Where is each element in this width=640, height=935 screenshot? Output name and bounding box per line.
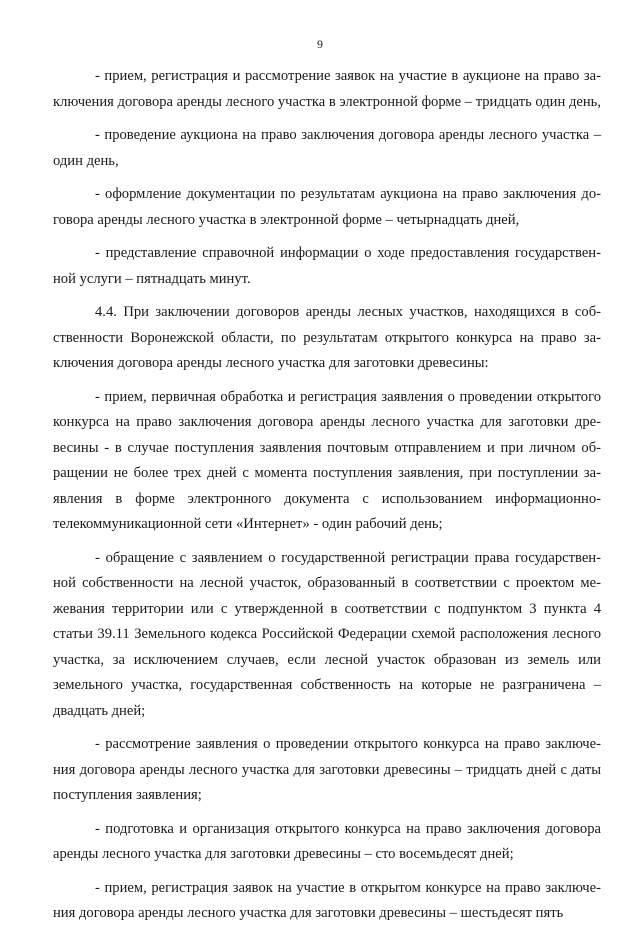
paragraph: - подготовка и организация открытого конкурса на право заключения договора аренды лесного участка для заготовки древесины – сто восемьдесят дней; [53, 820, 601, 862]
paragraph: - представление справочной информации о ходе предоставления государственной услуги – пятнадцать минут. [53, 245, 601, 287]
paragraph: - проведение аукциона на право заключения договора аренды лесного участка – один день, [53, 127, 601, 169]
paragraph: - прием, регистрация заявок на участие в открытом конкурсе на право заключения договора аренды лесного участка для заготовки древесины – шестьдесят пять [53, 879, 601, 921]
page-number: 9 [317, 37, 323, 51]
paragraph: 4.4. При заключении договоров аренды лесных участков, находящихся в собственности Воронежской области, по результатам открытого конкурса на право заключения договора аренды лесного участка для заготовки древесины: [53, 304, 601, 371]
paragraph: - прием, первичная обработка и регистрация заявления о проведении открытого конкурса на право заключения договора аренды лесного участка для заготовки древесины - в случае поступления заявления почтовым отправлением и при личном обращении не более трех дней с момента поступления заявления, при поступлении заявления в форме электронного документа с использованием информационно-телекоммуникационной сети «Интернет» - один рабочий день; [53, 388, 601, 532]
paragraph: - рассмотрение заявления о проведении открытого конкурса на право заключения договора аренды лесного участка для заготовки древесины – тридцать дней с даты поступления заявления; [53, 736, 601, 803]
document-body [53, 64, 601, 935]
paragraph: - прием, регистрация и рассмотрение заявок на участие в аукционе на право заключения договора аренды лесного участка в электронной форме – тридцать один день, [53, 68, 601, 110]
paragraph: - оформление документации по результатам аукциона на право заключения договора аренды лесного участка в электронной форме – четырнадцать дней, [53, 186, 601, 228]
paragraph: - обращение с заявлением о государственной регистрации права государственной собственности на лесной участок, образованный в соответствии с проектом межевания территории или с утвержденной в соответствии с подпунктом 3 пункта 4 статьи 39.11 Земельного кодекса Российской Федерации схемой расположения лесного участка, за исключением случаев, если лесной участок образован из земель или земельного участка, государственная собственность на которые не разграничена – двадцать дней; [53, 549, 601, 719]
